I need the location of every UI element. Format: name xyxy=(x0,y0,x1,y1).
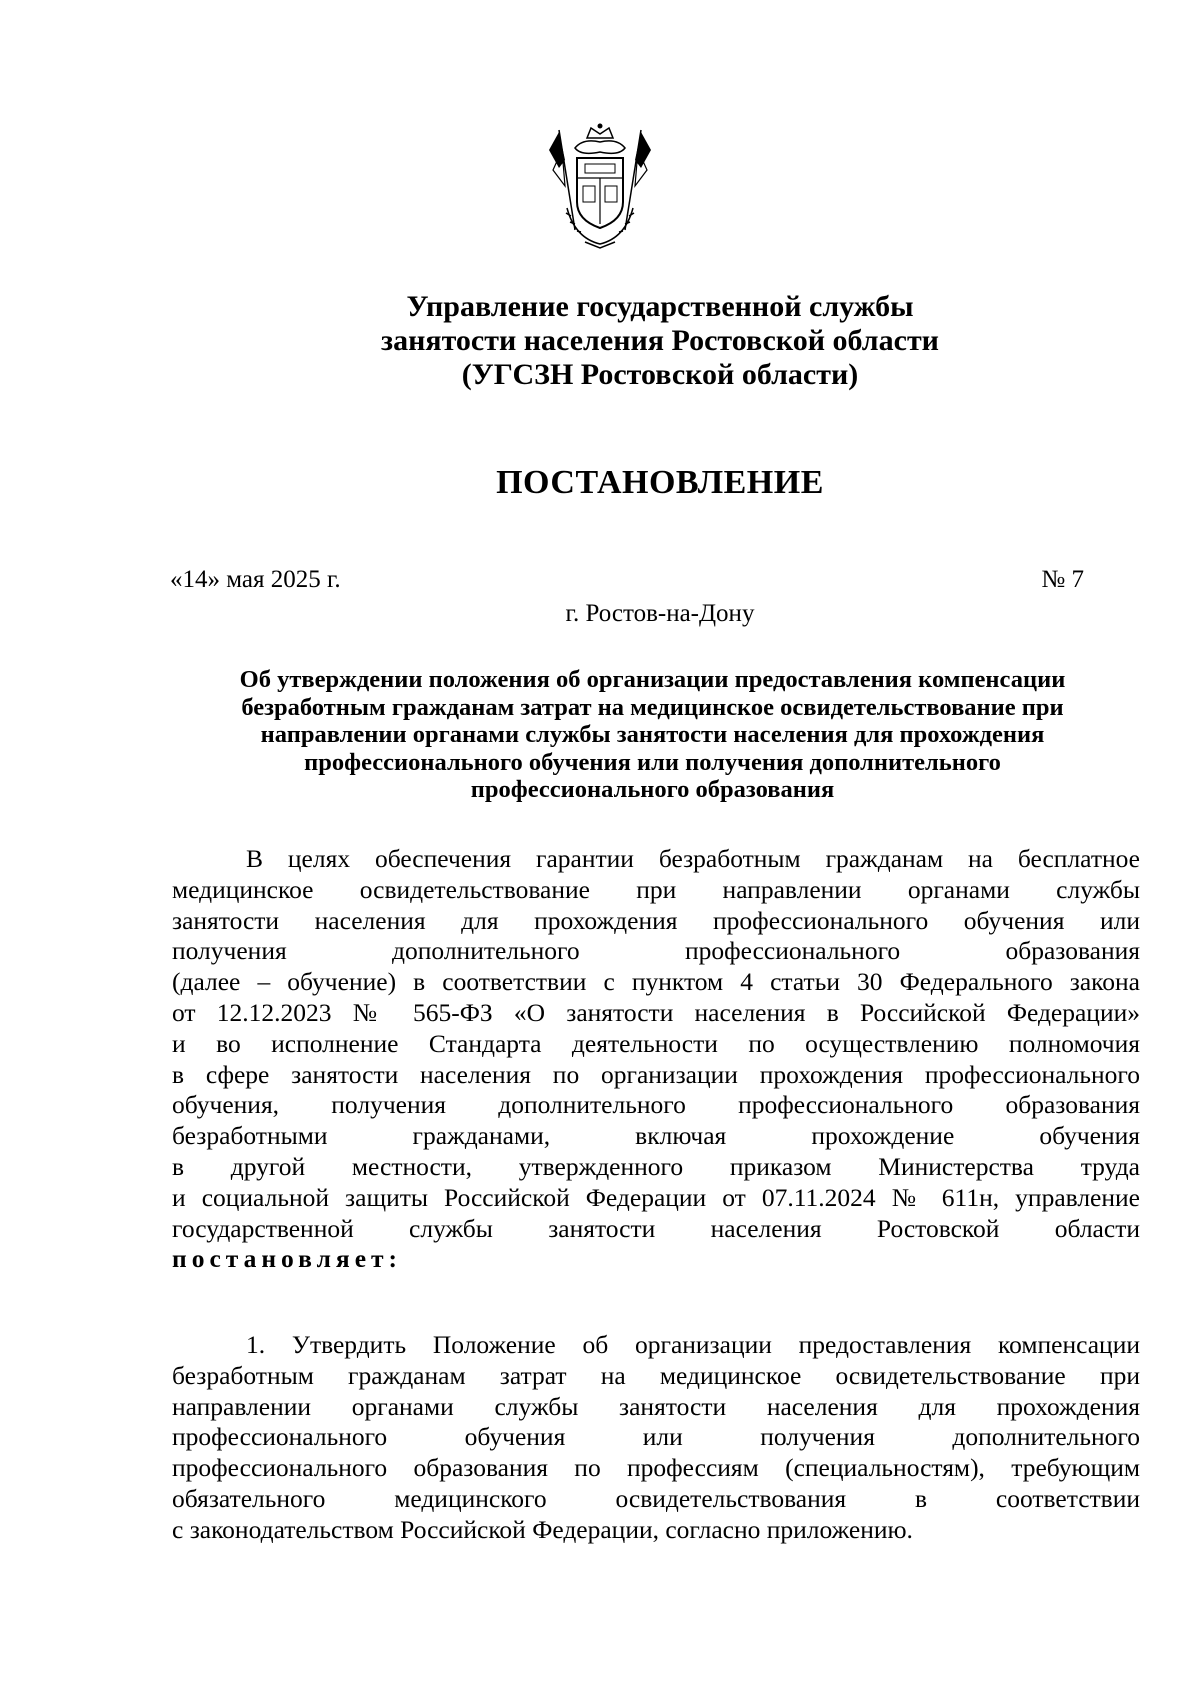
document-type-title: ПОСТАНОВЛЕНИЕ xyxy=(496,464,824,501)
preamble-line: (далее – обучение) в соответствии с пунктом 4 статьи 30 Федерального закона xyxy=(172,967,1140,997)
preamble-paragraph xyxy=(172,844,1140,1275)
org-line: занятости населения Ростовской области xyxy=(381,324,939,357)
item-line: профессионального обучения или получения дополнительного xyxy=(172,1422,1140,1452)
preamble-line: В целях обеспечения гарантии безработным гражданам на бесплатное xyxy=(246,844,1140,873)
item-1-paragraph xyxy=(172,1330,1140,1546)
subject-line: профессионального образования xyxy=(470,776,835,803)
preamble-line: в другой местности, утвержденного приказом Министерства труда xyxy=(172,1151,1140,1181)
document-number: № 7 xyxy=(1041,566,1084,593)
subject-line: Об утверждении положения об организации предоставления компенсации xyxy=(239,666,1066,693)
item-line: безработным гражданам затрат на медицинское освидетельствование при xyxy=(172,1360,1140,1390)
preamble-line: обучения, получения дополнительного профессионального образования xyxy=(172,1090,1140,1120)
document-subject xyxy=(160,666,1145,804)
organization-name xyxy=(250,290,1070,392)
org-line: Управление государственной службы xyxy=(406,290,914,323)
subject-line: профессионального обучения или получения дополнительного xyxy=(304,748,1001,776)
preamble-line: от 12.12.2023 № 565-ФЗ «О занятости населения в Российской Федерации» xyxy=(172,997,1140,1027)
preamble-line: и во исполнение Стандарта деятельности по осуществлению полномочия xyxy=(172,1028,1140,1058)
preamble-line: в сфере занятости населения по организации прохождения профессионального xyxy=(172,1059,1140,1089)
subject-line: направлении органами службы занятости населения для прохождения xyxy=(260,721,1045,748)
org-line: (УГСЗН Ростовской области) xyxy=(461,358,859,391)
item-line: 1. Утвердить Положение об организации предоставления компенсации xyxy=(246,1330,1140,1359)
item-line: направлении органами службы занятости населения для прохождения xyxy=(172,1391,1140,1421)
coat-of-arms-emblem xyxy=(545,120,655,250)
preamble-line: получения дополнительного профессионального образования xyxy=(172,936,1140,966)
item-line: обязательного медицинского освидетельствования в соответствии xyxy=(172,1483,1140,1513)
subject-line: безработным гражданам затрат на медицинское освидетельствование при xyxy=(241,693,1064,721)
decree-word: постановляет: xyxy=(172,1244,403,1274)
preamble-line: и социальной защиты Российской Федерации от 07.11.2024 № 611н, управление xyxy=(172,1182,1140,1212)
preamble-line: государственной службы занятости населения Ростовской области xyxy=(172,1213,1140,1243)
item-line: профессионального образования по профессиям (специальностям), требующим xyxy=(172,1453,1140,1483)
preamble-line: безработными гражданами, включая прохождение обучения xyxy=(172,1121,1140,1151)
preamble-line: занятости населения для прохождения профессионального обучения или xyxy=(172,905,1140,935)
document-date: «14» мая 2025 г. xyxy=(170,566,341,593)
document-city: г. Ростов-на-Дону xyxy=(565,600,755,627)
item-line: с законодательством Российской Федерации, согласно приложению. xyxy=(172,1514,913,1544)
preamble-line: медицинское освидетельствование при направлении органами службы xyxy=(172,874,1140,904)
